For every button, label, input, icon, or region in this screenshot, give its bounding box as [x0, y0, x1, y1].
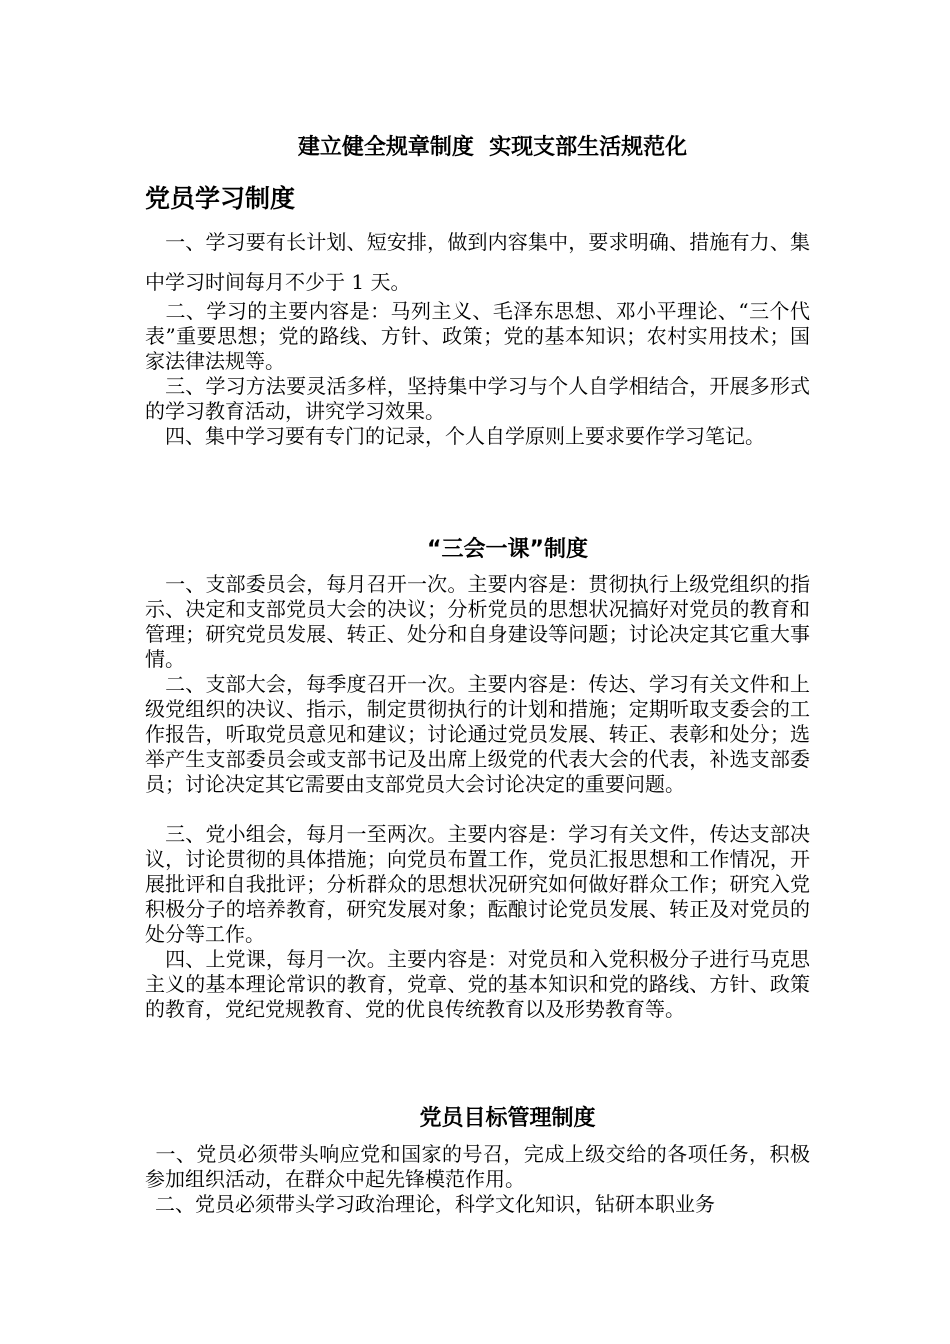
- goal-paragraph-1: 一、党员必须带头响应党和国家的号召，完成上级交给的各项任务，积极参加组织活动，在群众中起先锋模范作用。: [145, 1142, 810, 1191]
- section-heading-study: 党员学习制度: [145, 184, 296, 213]
- meetings-paragraph-2: 二、支部大会，每季度召开一次。主要内容是：传达、学习有关文件和上级党组织的决议、指示，制定贯彻执行的计划和措施；定期听取支委会的工作报告，听取党员意见和建议；讨论通过党员发展、转正、表彰和处分；选举产生支部委员会或支部书记及出席上级党的代表大会的代表，补选支部委员；讨论决定其它需要由支部党员大会讨论决定的重要问题。: [145, 672, 810, 796]
- meetings-paragraph-4: 四、上党课，每月一次。主要内容是：对党员和入党积极分子进行马克思主义的基本理论常识的教育，党章、党的基本知识和党的路线、方针、政策的教育，党纪党规教育、党的优良传统教育以及形势教育等。: [145, 947, 810, 1021]
- document-title: 建立健全规章制度 实现支部生活规范化: [297, 135, 688, 160]
- goal-paragraph-2: 二、党员必须带头学习政治理论，科学文化知识，钻研本职业务: [155, 1192, 715, 1216]
- meetings-paragraph-1: 一、支部委员会，每月召开一次。主要内容是：贯彻执行上级党组织的指示、决定和支部党员大会的决议；分析党员的思想状况搞好对党员的教育和管理；研究党员发展、转正、处分和自身建设等问题；讨论决定其它重大事情。: [145, 572, 810, 671]
- study-paragraph-3: 三、学习方法要灵活多样，坚持集中学习与个人自学相结合，开展多形式的学习教育活动，讲究学习效果。: [145, 374, 810, 423]
- study-paragraph-4: 四、集中学习要有专门的记录，个人自学原则上要求要作学习笔记。: [165, 424, 765, 448]
- study-paragraph-2: 二、学习的主要内容是：马列主义、毛泽东思想、邓小平理论、“三个代表”重要思想；党的路线、方针、政策；党的基本知识；农村实用技术；国家法律法规等。: [145, 299, 810, 373]
- section-heading-three-meetings: “三会一课”制度: [427, 537, 588, 562]
- study-paragraph-1: 一、学习要有长计划、短安排，做到内容集中，要求明确、措施有力、集中学习时间每月不少于 1 天。: [145, 230, 810, 294]
- section-heading-goal-management: 党员目标管理制度: [419, 1106, 596, 1131]
- meetings-paragraph-3: 三、党小组会，每月一至两次。主要内容是：学习有关文件，传达支部决议，讨论贯彻的具体措施；向党员布置工作，党员汇报思想和工作情况，开展批评和自我批评；分析群众的思想状况研究如何做好群众工作；研究入党积极分子的培养教育，研究发展对象；酝酿讨论党员发展、转正及对党员的处分等工作。: [145, 822, 810, 946]
